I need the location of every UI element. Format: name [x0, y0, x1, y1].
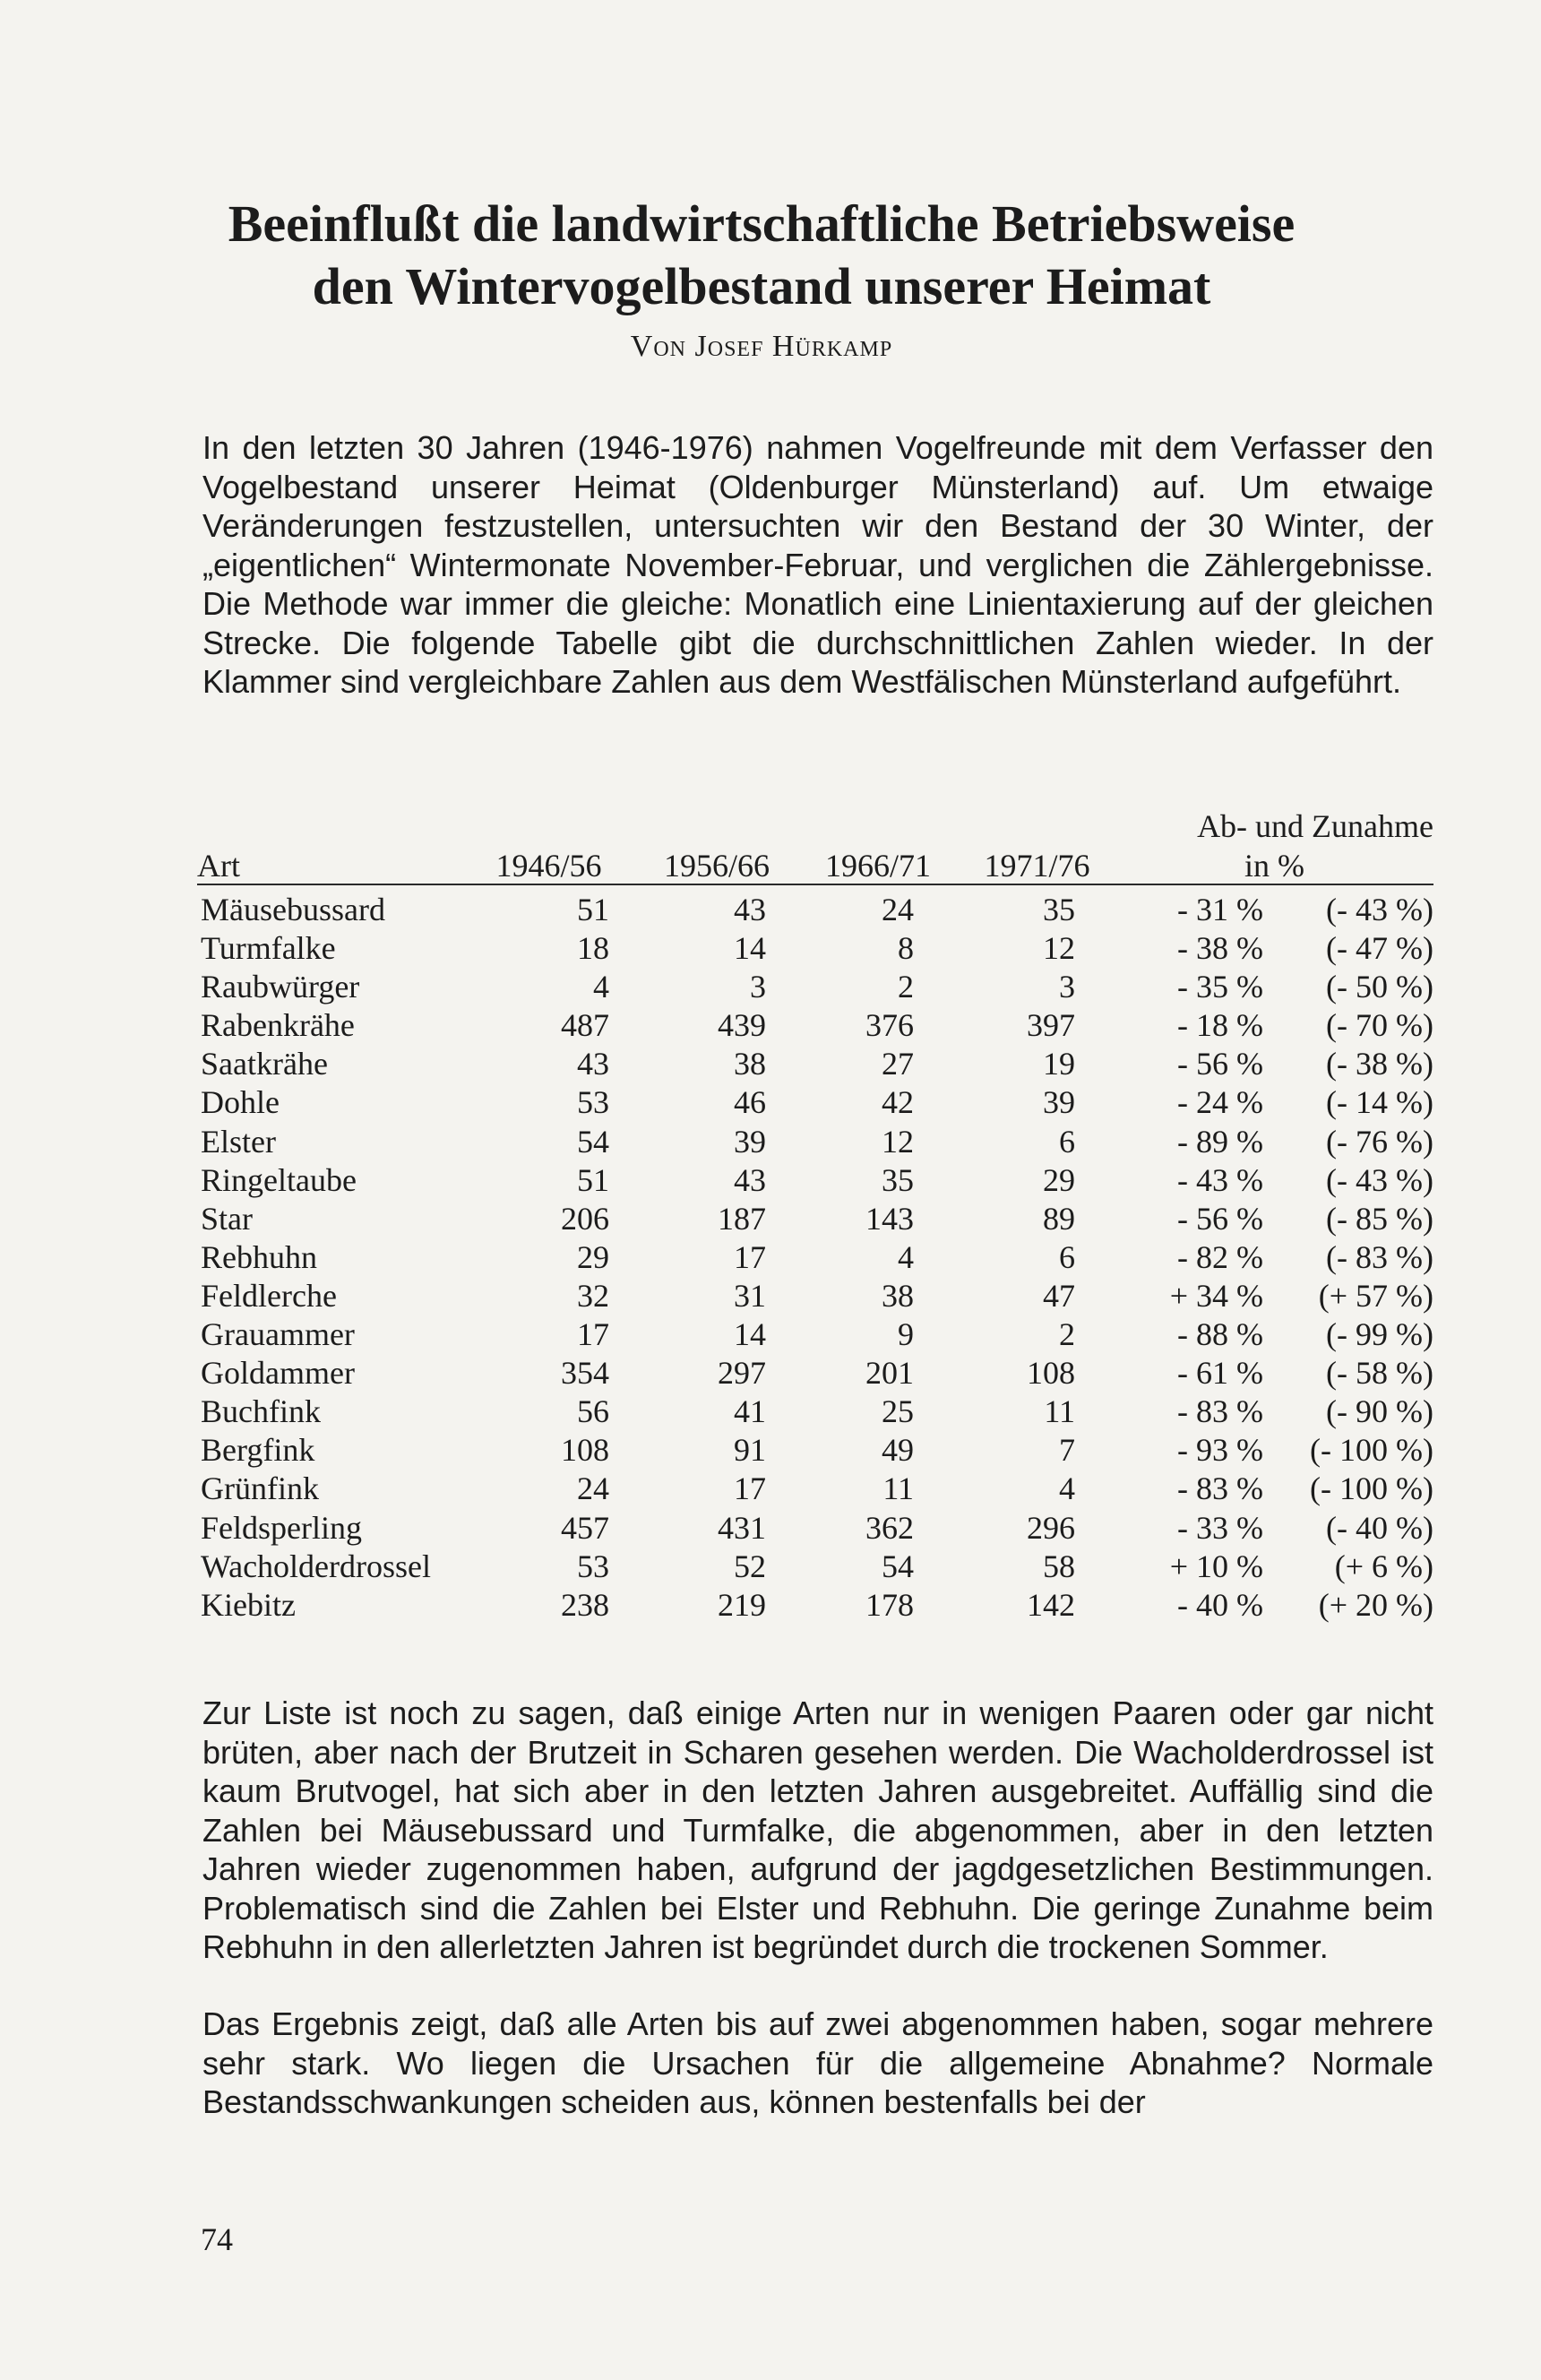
table-row	[197, 1006, 1433, 1045]
table-body	[197, 891, 1433, 1625]
count-1956-66: 43	[734, 892, 766, 927]
species-name: Bergfink	[201, 1432, 315, 1469]
species-name: Turmfalke	[201, 930, 336, 967]
count-1946-56: 18	[577, 930, 609, 967]
change-muensterland: (+ 6 %)	[1334, 1548, 1433, 1584]
count-1971-76: 29	[1043, 1161, 1075, 1198]
count-1946-56: 206	[561, 1200, 609, 1237]
count-1956-66: 14	[734, 1316, 766, 1353]
count-1966-71: 4	[898, 1238, 914, 1275]
count-1966-71: 24	[882, 892, 914, 927]
count-1946-56: 354	[561, 1355, 609, 1392]
count-1956-66: 187	[718, 1200, 766, 1237]
count-1946-56: 29	[577, 1238, 609, 1275]
article-title-line-2: den Wintervogelbestand unserer Heimat	[312, 257, 1211, 315]
table-row	[197, 1277, 1433, 1315]
change-muensterland: (- 43 %)	[1326, 1161, 1433, 1198]
species-name: Raubwürger	[201, 969, 360, 1005]
change-percent: - 38 %	[1177, 930, 1263, 967]
change-muensterland: (- 43 %)	[1326, 892, 1433, 927]
count-1946-56: 53	[577, 1548, 609, 1584]
change-percent: - 89 %	[1177, 1123, 1263, 1160]
count-1956-66: 91	[734, 1432, 766, 1469]
table-header-1966-71: 1966/71	[797, 846, 959, 885]
change-percent: - 24 %	[1177, 1084, 1263, 1121]
count-1966-71: 2	[898, 969, 914, 1005]
change-muensterland: (+ 20 %)	[1318, 1586, 1433, 1623]
species-name: Grünfink	[201, 1470, 319, 1507]
table-row	[197, 1509, 1433, 1548]
change-muensterland: (- 100 %)	[1310, 1470, 1433, 1507]
table-row	[197, 1200, 1433, 1238]
count-1966-71: 35	[882, 1161, 914, 1198]
change-percent: - 61 %	[1177, 1355, 1263, 1392]
change-percent: - 18 %	[1177, 1007, 1263, 1044]
count-1946-56: 53	[577, 1084, 609, 1121]
change-percent: - 83 %	[1177, 1470, 1263, 1507]
species-name: Feldlerche	[201, 1277, 337, 1314]
count-1946-56: 487	[561, 1007, 609, 1044]
count-1966-71: 11	[882, 1470, 914, 1507]
count-1971-76: 11	[1044, 1393, 1075, 1430]
species-name: Grauammer	[201, 1316, 355, 1353]
table-header-1971-76: 1971/76	[959, 846, 1115, 885]
count-1946-56: 51	[577, 1161, 609, 1198]
count-1966-71: 27	[882, 1046, 914, 1082]
count-1966-71: 54	[882, 1548, 914, 1584]
count-1956-66: 41	[734, 1393, 766, 1430]
count-1966-71: 376	[865, 1007, 914, 1044]
species-name: Kiebitz	[201, 1586, 296, 1623]
count-1966-71: 178	[865, 1586, 914, 1623]
table-row	[197, 968, 1433, 1006]
count-1971-76: 6	[1059, 1123, 1075, 1160]
count-1956-66: 38	[734, 1046, 766, 1082]
table-row	[197, 1083, 1433, 1122]
count-1966-71: 12	[882, 1123, 914, 1160]
count-1971-76: 2	[1059, 1316, 1075, 1353]
count-1971-76: 4	[1059, 1470, 1075, 1507]
count-1956-66: 17	[734, 1470, 766, 1507]
table-row	[197, 929, 1433, 968]
count-1971-76: 142	[1027, 1586, 1075, 1623]
table-row	[197, 1161, 1433, 1200]
change-percent: - 40 %	[1177, 1586, 1263, 1623]
species-name: Wacholderdrossel	[201, 1548, 432, 1584]
species-name: Elster	[201, 1123, 276, 1160]
species-name: Rebhuhn	[201, 1238, 317, 1275]
species-name: Buchfink	[201, 1393, 321, 1430]
species-name: Rabenkrähe	[201, 1007, 355, 1044]
change-muensterland: (- 76 %)	[1326, 1123, 1433, 1160]
count-1966-71: 25	[882, 1393, 914, 1430]
count-1946-56: 238	[561, 1586, 609, 1623]
count-1956-66: 14	[734, 930, 766, 967]
count-1971-76: 89	[1043, 1200, 1075, 1237]
species-name: Saatkrähe	[201, 1046, 328, 1082]
table-row	[197, 1315, 1433, 1354]
change-percent: - 56 %	[1177, 1200, 1263, 1237]
count-1956-66: 39	[734, 1123, 766, 1160]
count-1966-71: 143	[865, 1200, 914, 1237]
count-1971-76: 39	[1043, 1084, 1075, 1121]
count-1971-76: 35	[1043, 892, 1075, 927]
count-1966-71: 42	[882, 1084, 914, 1121]
count-1966-71: 49	[882, 1432, 914, 1469]
count-1946-56: 4	[593, 969, 609, 1005]
table-row	[197, 1123, 1433, 1161]
table-row	[197, 1238, 1433, 1277]
change-percent: - 56 %	[1177, 1046, 1263, 1082]
change-muensterland: (- 47 %)	[1326, 930, 1433, 967]
article-title-line-1: Beeinflußt die landwirtschaftliche Betriebsweise	[228, 194, 1296, 253]
table-row	[197, 1586, 1433, 1625]
species-name: Goldammer	[201, 1355, 355, 1392]
count-1956-66: 46	[734, 1084, 766, 1121]
count-1956-66: 297	[718, 1355, 766, 1392]
count-1971-76: 397	[1027, 1007, 1075, 1044]
table-header-1956-66: 1956/66	[636, 846, 797, 885]
change-muensterland: (- 50 %)	[1326, 969, 1433, 1005]
change-muensterland: (- 100 %)	[1310, 1432, 1433, 1469]
count-1971-76: 7	[1059, 1432, 1075, 1469]
change-muensterland: (+ 57 %)	[1318, 1277, 1433, 1314]
table-header-art: Art	[197, 846, 461, 885]
change-muensterland: (- 85 %)	[1326, 1200, 1433, 1237]
change-percent: - 83 %	[1177, 1393, 1263, 1430]
table-header-row	[197, 846, 1433, 885]
count-1956-66: 31	[734, 1277, 766, 1314]
table-row	[197, 891, 1433, 929]
count-1971-76: 6	[1059, 1238, 1075, 1275]
change-percent: - 43 %	[1177, 1161, 1263, 1198]
table-row	[197, 1354, 1433, 1393]
count-1966-71: 201	[865, 1355, 914, 1392]
count-1956-66: 52	[734, 1548, 766, 1584]
change-muensterland: (- 58 %)	[1326, 1355, 1433, 1392]
count-1946-56: 51	[577, 892, 609, 927]
table-header-change-unit: in %	[1115, 846, 1433, 885]
count-1971-76: 12	[1043, 930, 1075, 967]
table-header-1946-56: 1946/56	[461, 846, 636, 885]
species-name: Dohle	[201, 1084, 280, 1121]
table-row	[197, 1045, 1433, 1083]
article-author: Von Josef Hürkamp	[630, 330, 893, 363]
species-name: Feldsperling	[201, 1509, 362, 1546]
table-row	[197, 1548, 1433, 1586]
count-1946-56: 32	[577, 1277, 609, 1314]
table-row	[197, 1431, 1433, 1470]
intro-paragraph: In den letzten 30 Jahren (1946-1976) nahmen Vogelfreunde mit dem Verfasser den Vogelbestand unserer Heimat (Oldenburger Münsterland) auf. Um etwaige Veränderungen festzustellen, untersuchten wir den Bestand der 30 Winter, der „eigentlichen“ Wintermonate November-Februar, und verglichen die Zählergebnisse. Die Methode war immer die gleiche: Monatlich eine Linientaxierung auf der gleichen Strecke. Die folgende Tabelle gibt die durchschnittlichen Zahlen wieder. In der Klammer sind vergleichbare Zahlen aus dem Westfälischen Münsterland aufgeführt.	[202, 429, 1433, 700]
count-1956-66: 43	[734, 1161, 766, 1198]
count-1946-56: 54	[577, 1123, 609, 1160]
table-row	[197, 1393, 1433, 1431]
count-1971-76: 3	[1059, 969, 1075, 1005]
count-1956-66: 439	[718, 1007, 766, 1044]
change-muensterland: (- 40 %)	[1326, 1509, 1433, 1546]
change-percent: - 33 %	[1177, 1509, 1263, 1546]
count-1966-71: 38	[882, 1277, 914, 1314]
page-number: 74	[201, 2221, 233, 2257]
table-header-change-top: Ab- und Zunahme	[1197, 808, 1433, 844]
count-1971-76: 58	[1043, 1548, 1075, 1584]
count-1956-66: 17	[734, 1238, 766, 1275]
paragraph-2: Zur Liste ist noch zu sagen, daß einige Arten nur in wenigen Paaren oder gar nicht brüten, aber nach der Brutzeit in Scharen gesehen werden. Die Wacholderdrossel ist kaum Brutvogel, hat sich aber in den letzten Jahren ausgebreitet. Auffällig sind die Zahlen bei Mäusebussard und Turmfalke, die abgenommen, aber in den letzten Jahren wieder zugenommen haben, aufgrund der jagdgesetzlichen Bestimmungen. Problematisch sind die Zahlen bei Elster und Rebhuhn. Die geringe Zunahme beim Rebhuhn in den allerletzten Jahren ist begründet durch die trockenen Sommer.	[202, 1694, 1433, 1965]
species-name: Star	[201, 1200, 253, 1237]
count-1971-76: 47	[1043, 1277, 1075, 1314]
change-muensterland: (- 38 %)	[1326, 1046, 1433, 1082]
count-1956-66: 431	[718, 1509, 766, 1546]
count-1966-71: 8	[898, 930, 914, 967]
change-percent: - 31 %	[1177, 892, 1263, 927]
count-1946-56: 17	[577, 1316, 609, 1353]
count-1946-56: 24	[577, 1470, 609, 1507]
count-1946-56: 43	[577, 1046, 609, 1082]
change-muensterland: (- 14 %)	[1326, 1084, 1433, 1121]
count-1966-71: 9	[898, 1316, 914, 1353]
change-percent: - 35 %	[1177, 969, 1263, 1005]
count-1971-76: 19	[1043, 1046, 1075, 1082]
paragraph-3: Das Ergebnis zeigt, daß alle Arten bis auf zwei abgenommen haben, sogar mehrere sehr stark. Wo liegen die Ursachen für die allgemeine Abnahme? Normale Bestandsschwankungen scheiden aus, können bestenfalls bei der	[202, 2005, 1433, 2120]
change-muensterland: (- 83 %)	[1326, 1238, 1433, 1275]
table-row	[197, 1470, 1433, 1508]
count-1966-71: 362	[865, 1509, 914, 1546]
count-1946-56: 108	[561, 1432, 609, 1469]
species-name: Mäusebussard	[201, 892, 385, 927]
count-1956-66: 3	[750, 969, 766, 1005]
count-1971-76: 296	[1027, 1509, 1075, 1546]
change-muensterland: (- 70 %)	[1326, 1007, 1433, 1044]
count-1956-66: 219	[718, 1586, 766, 1623]
change-percent: + 10 %	[1169, 1548, 1263, 1584]
change-percent: - 88 %	[1177, 1316, 1263, 1353]
change-muensterland: (- 99 %)	[1326, 1316, 1433, 1353]
change-percent: + 34 %	[1169, 1277, 1263, 1314]
count-1946-56: 457	[561, 1509, 609, 1546]
change-percent: - 93 %	[1177, 1432, 1263, 1469]
change-muensterland: (- 90 %)	[1326, 1393, 1433, 1430]
count-1946-56: 56	[577, 1393, 609, 1430]
change-percent: - 82 %	[1177, 1238, 1263, 1275]
count-1971-76: 108	[1027, 1355, 1075, 1392]
species-name: Ringeltaube	[201, 1161, 357, 1198]
